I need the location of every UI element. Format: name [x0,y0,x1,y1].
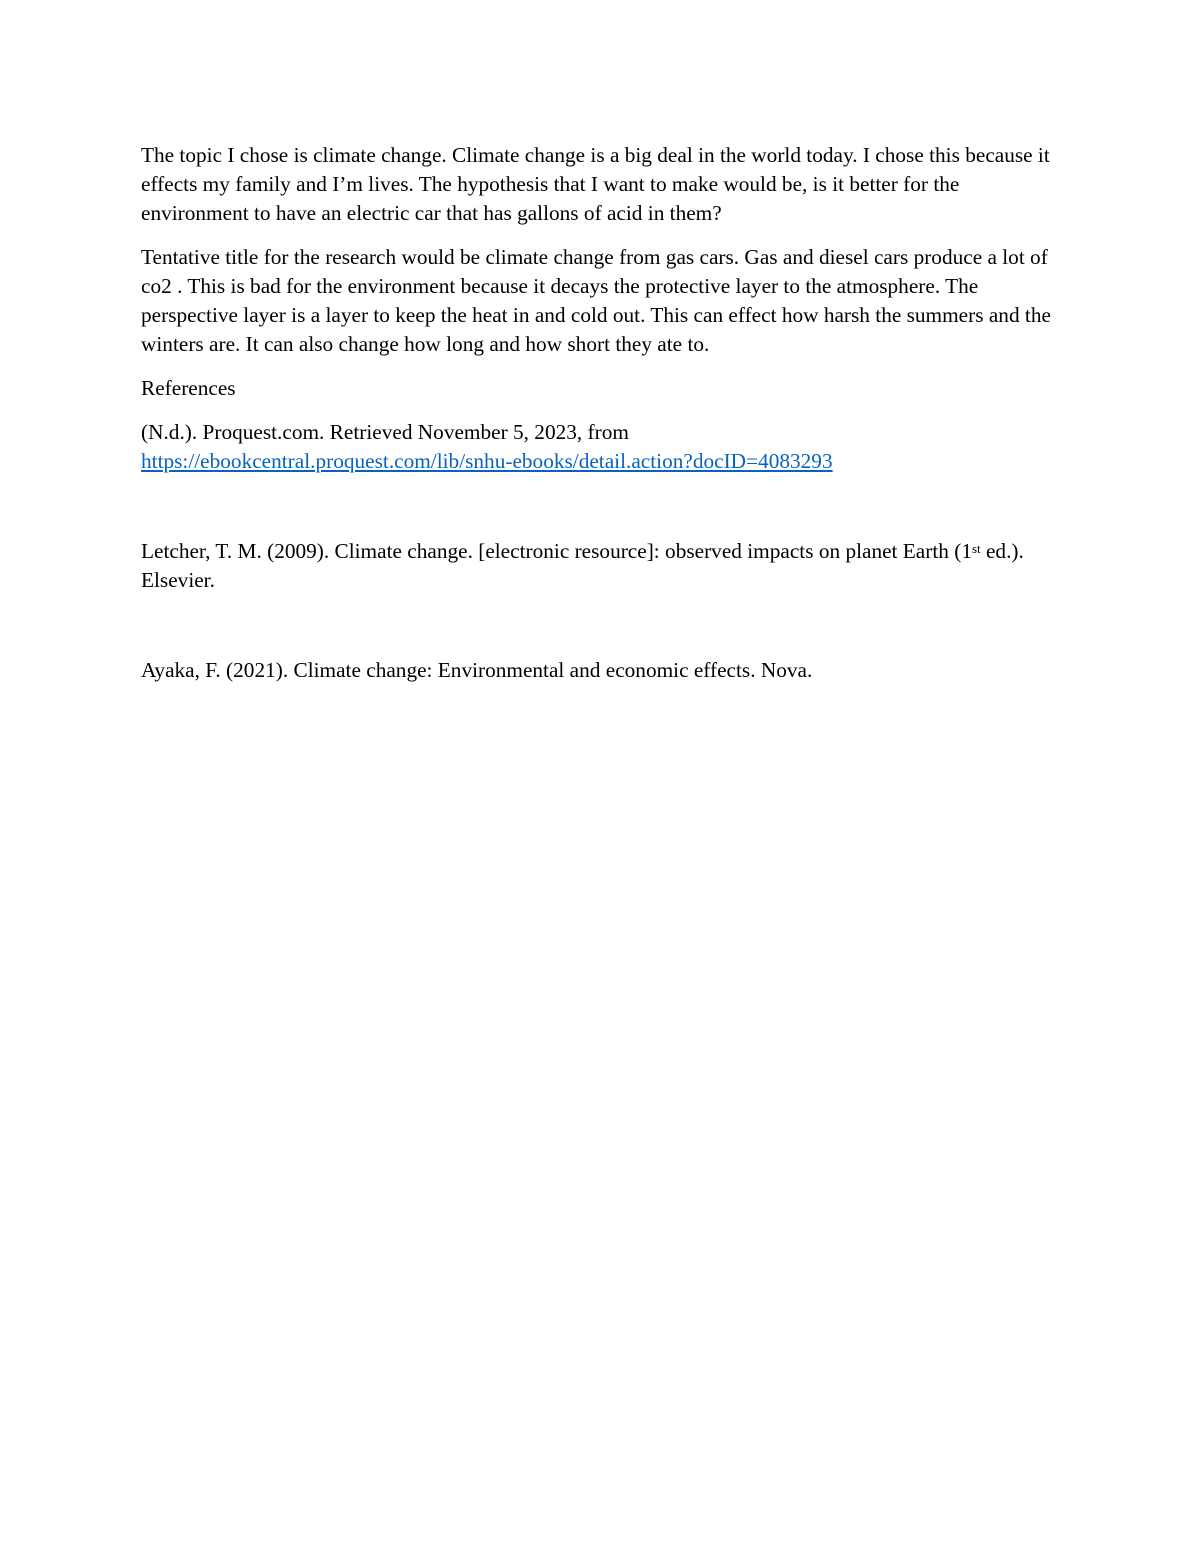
reference-item-2 [141,537,1066,595]
reference-item-1 [141,418,1066,476]
reference-1-link[interactable]: https://ebookcentral.proquest.com/lib/snhu-ebooks/detail.action?docID=4083293 [141,449,833,473]
reference-2-text-before: Letcher, T. M. (2009). Climate change. [electronic resource]: observed impacts on planet Earth (1 [141,539,972,563]
reference-3-text: Ayaka, F. (2021). Climate change: Environmental and economic effects. Nova. [141,658,813,682]
reference-1-text: (N.d.). Proquest.com. Retrieved November 5, 2023, from [141,420,629,444]
document-body [141,141,1066,685]
reference-item-3 [141,656,1066,685]
body-paragraph-1: The topic I chose is climate change. Climate change is a big deal in the world today. I chose this because it effects my family and I’m lives. The hypothesis that I want to make would be, is it better for the environment to have an electric car that has gallons of acid in them? [141,143,1050,225]
reference-2-superscript: st [971,541,981,556]
references-heading: References [141,376,236,400]
body-paragraph-2: Tentative title for the research would be climate change from gas cars. Gas and diesel cars produce a lot of co2 . This is bad for the environment because it decays the protective layer to the atmosphere. The perspective layer is a layer to keep the heat in and cold out. This can effect how harsh the summers and the winters are. It can also change how long and how short they ate to. [141,245,1051,356]
reference-2-text-after: ed.). Elsevier. [141,539,1024,592]
